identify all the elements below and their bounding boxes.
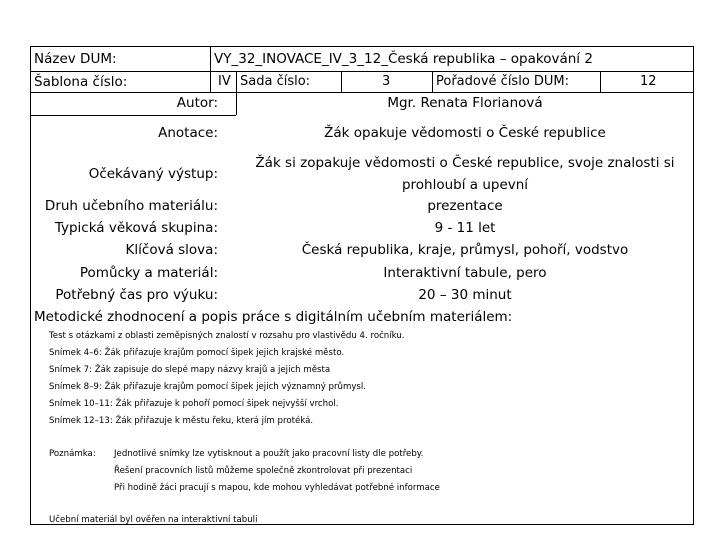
note-line: Řešení pracovních listů můžeme společně zkontrolovat při prezentaci — [114, 466, 413, 476]
method-heading: Metodické zhodnocení a popis práce s digitálním učebním materiálem: — [34, 309, 513, 325]
sablona-value: IV — [218, 74, 231, 89]
cas-value: 20 – 30 minut — [418, 287, 512, 303]
skupina-label: Typická věková skupina: — [54, 220, 218, 236]
note-label: Poznámka: — [49, 449, 96, 459]
vystup-line-1: Žák si zopakuje vědomosti o České republice, svoje znalosti si — [255, 155, 675, 171]
method-line: Snímek 8–9: Žák přiřazuje krajům pomocí šipek jejich významný průmysl. — [49, 382, 367, 392]
verified-note: Učební materiál byl ověřen na interaktivní tabuli — [49, 515, 258, 525]
autor-label: Autor: — [176, 95, 218, 111]
method-line: Test s otázkami z oblasti zeměpisných znalostí v rozsahu pro vlastivědu 4. ročníku. — [49, 331, 405, 341]
autor-value: Mgr. Renata Florianová — [387, 95, 543, 111]
nazev-value: VY_32_INOVACE_IV_3_12_Česká republika – opakování 2 — [214, 51, 593, 67]
col-divider-5 — [600, 71, 601, 92]
poradove-value: 12 — [640, 74, 657, 89]
nazev-label: Název DUM: — [34, 51, 117, 67]
pomucky-label: Pomůcky a materiál: — [79, 265, 218, 281]
col-divider-3 — [341, 71, 342, 92]
druh-value: prezentace — [427, 198, 503, 214]
vystup-label: Očekávaný výstup: — [88, 166, 218, 182]
row-divider-2 — [30, 92, 694, 93]
method-line: Snímek 10–11: Žák přiřazuje k pohoří pomocí šipek nejvyšší vrchol. — [49, 399, 339, 409]
row-divider-3 — [30, 115, 236, 116]
sada-label: Sada číslo: — [240, 74, 311, 89]
poradove-label: Pořadové číslo DUM: — [436, 74, 570, 89]
sada-value: 3 — [382, 74, 391, 89]
sablona-label: Šablona číslo: — [34, 74, 128, 90]
row-divider-1 — [30, 71, 694, 72]
note-line: Při hodině žáci pracují s mapou, kde mohou vyhledávat potřebné informace — [114, 483, 440, 493]
note-line: Jednotlivé snímky lze vytisknout a použít jako pracovní listy dle potřeby. — [114, 449, 424, 459]
klicova-value: Česká republika, kraje, průmysl, pohoří, vodstvo — [301, 242, 629, 258]
method-line: Snímek 7: Žák zapisuje do slepé mapy názvy krajů a jejich města — [49, 365, 331, 375]
anotace-label: Anotace: — [158, 125, 218, 141]
anotace-value: Žák opakuje vědomosti o České republice — [324, 125, 606, 141]
vystup-line-2: prohloubí a upevní — [401, 177, 529, 193]
method-line: Snímek 4–6: Žák přiřazuje krajům pomocí šipek jejich krajské město. — [49, 348, 345, 358]
cas-label: Potřebný čas pro výuku: — [55, 287, 218, 303]
klicova-label: Klíčová slova: — [125, 242, 218, 258]
druh-label: Druh učebního materiálu: — [44, 198, 218, 214]
col-divider-1 — [210, 46, 211, 92]
pomucky-value: Interaktivní tabule, pero — [383, 265, 547, 281]
col-divider-4 — [432, 71, 433, 92]
skupina-value: 9 - 11 let — [434, 220, 496, 236]
method-line: Snímek 12–13: Žák přiřazuje k městu řeku, která jím protéká. — [49, 416, 314, 426]
